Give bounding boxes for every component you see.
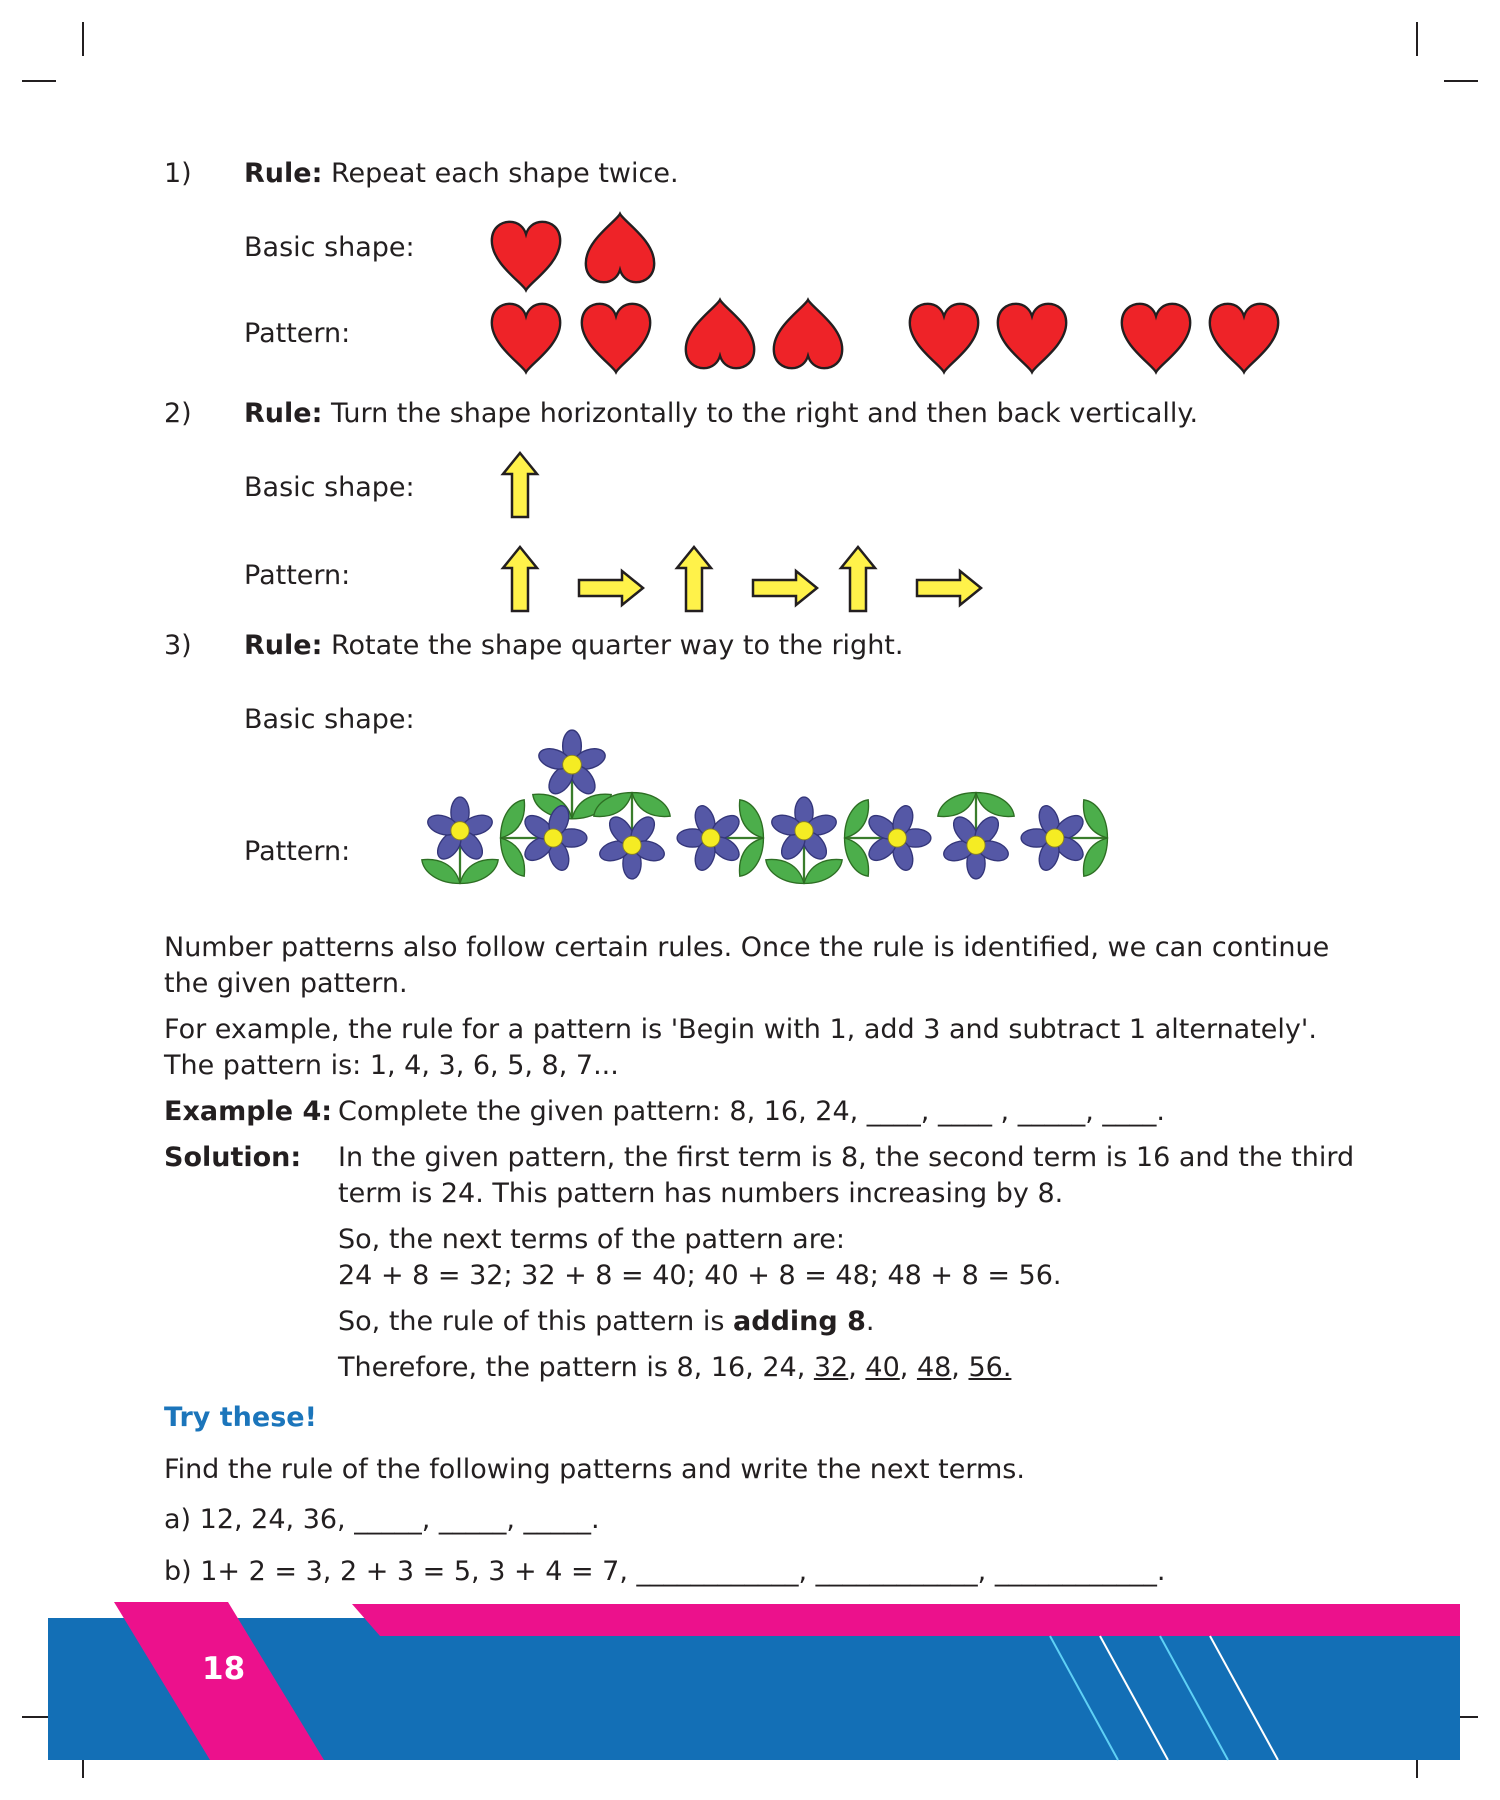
problem-number: 3)	[164, 630, 192, 661]
pattern-label: Pattern:	[244, 318, 351, 349]
solution-line: In the given pattern, the first term is 8, the second term is 16 and the third	[338, 1142, 1355, 1173]
intro-line: the given pattern.	[164, 968, 408, 999]
basic-shape-label: Basic shape:	[244, 232, 415, 263]
footer-pink-stripe	[352, 1604, 1460, 1636]
solution-rule-bold: adding 8	[733, 1306, 866, 1337]
answer-term: 40	[865, 1352, 900, 1383]
problem-number: 1)	[164, 158, 192, 189]
rule-label: Rule:	[244, 158, 323, 189]
rule-label: Rule:	[244, 398, 323, 429]
solution-text: Therefore, the pattern is 8, 16, 24,	[338, 1352, 814, 1383]
try-these-instruction: Find the rule of the following patterns and write the next terms.	[164, 1454, 1025, 1485]
rule-label: Rule:	[244, 630, 323, 661]
solution-line: 24 + 8 = 32; 32 + 8 = 40; 40 + 8 = 48; 48 + 8 = 56.	[338, 1260, 1062, 1291]
problem-number: 2)	[164, 398, 192, 429]
intro-line: Number patterns also follow certain rules. Once the rule is identified, we can continue	[164, 932, 1330, 963]
separator: ,	[848, 1352, 866, 1383]
solution-line: term is 24. This pattern has numbers increasing by 8.	[338, 1178, 1064, 1209]
try-these-heading: Try these!	[164, 1402, 317, 1433]
page-number: 18	[202, 1651, 246, 1687]
answer-term: 56.	[968, 1352, 1012, 1383]
example-label: Example 4:	[164, 1096, 333, 1127]
rule-text: Turn the shape horizontally to the right and then back vertically.	[322, 398, 1199, 429]
intro-line: The pattern is: 1, 4, 3, 6, 5, 8, 7...	[164, 1050, 619, 1081]
solution-label: Solution:	[164, 1142, 302, 1173]
basic-shape-label: Basic shape:	[244, 472, 415, 503]
answer-term: 32	[813, 1352, 849, 1383]
pattern-label: Pattern:	[244, 560, 351, 591]
basic-shape-label: Basic shape:	[244, 704, 415, 735]
rule-text: Repeat each shape twice.	[322, 158, 679, 189]
separator: ,	[951, 1352, 969, 1383]
answer-term: 48	[916, 1352, 952, 1383]
exercise-a: a) 12, 24, 36, _____, _____, _____.	[164, 1504, 600, 1535]
solution-text: .	[865, 1306, 875, 1337]
separator: ,	[899, 1352, 917, 1383]
pattern-label: Pattern:	[244, 836, 351, 867]
solution-line: So, the next terms of the pattern are:	[338, 1224, 845, 1255]
intro-line: For example, the rule for a pattern is 'Begin with 1, add 3 and subtract 1 alternately'.	[164, 1014, 1317, 1045]
example-text: Complete the given pattern: 8, 16, 24, ____, ____ , _____, ____.	[338, 1096, 1165, 1127]
solution-text: So, the rule of this pattern is	[338, 1306, 734, 1337]
rule-text: Rotate the shape quarter way to the right.	[322, 630, 904, 661]
exercise-b: b) 1+ 2 = 3, 2 + 3 = 5, 3 + 4 = 7, ____________, ____________, ____________.	[164, 1556, 1166, 1587]
